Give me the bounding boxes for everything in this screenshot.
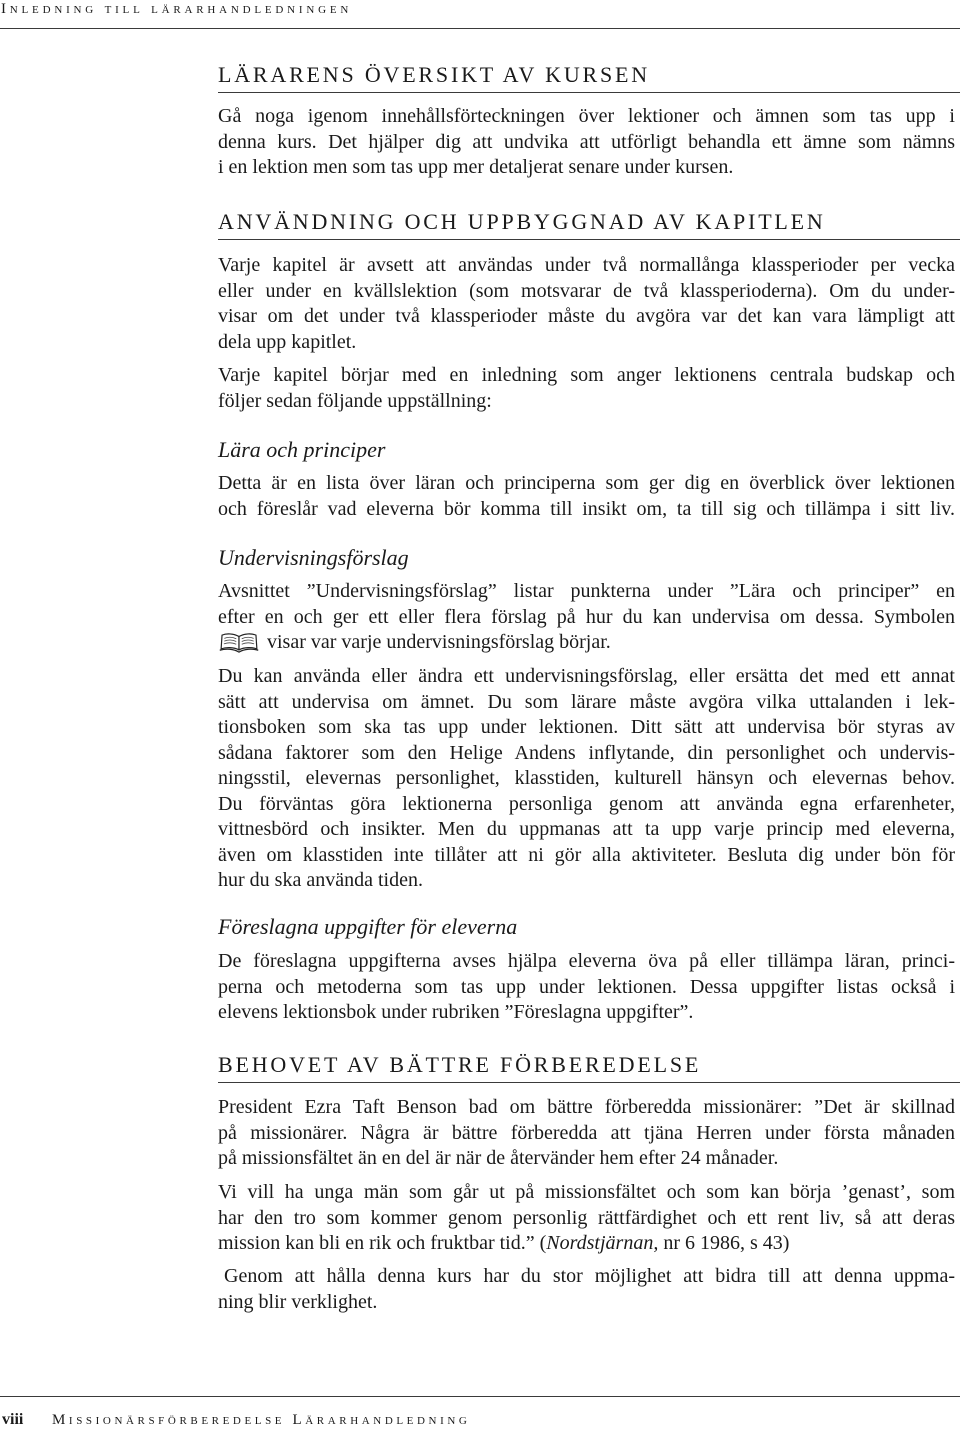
open-book-icon (218, 631, 260, 653)
paragraph-line: i en lektion men som tas upp mer detaljerat senare under kursen. (218, 156, 734, 178)
teaching-paragraph-adapt (218, 664, 955, 894)
paragraph-line: på missionärer. Några är bättre förberedda att tjäna Herren under första månaden (218, 1121, 955, 1144)
paragraph-line: Varje kapitel börjar med en inledning som anger lektionens centrala budskap och (218, 364, 955, 386)
paragraph-line: Varje kapitel är avsett att användas under två normallånga klassperioder per vecka (218, 254, 955, 276)
paragraph-line: Gå noga igenom innehållsförteckningen över lektioner och ämnen som tas upp i (218, 105, 955, 127)
paragraph-line: Avsnittet ”Undervisningsförslag” listar punkterna under ”Lära och principer” en (218, 580, 955, 602)
preparation-quote-continued (218, 1180, 955, 1257)
page-number: viii (2, 1411, 24, 1428)
footer-rule (0, 1396, 960, 1397)
subheading-doctrine: Lära och principer (218, 437, 386, 462)
paragraph-line: eller under en kvällslektion (som motsvarar de två klassperioderna). Om du under- (218, 279, 955, 302)
paragraph-line: dela upp kapitlet. (218, 330, 357, 353)
paragraph-line: ningsstil, elevernas personlighet, klasstiden, kulturell hänsyn och elevernas behov. (218, 767, 955, 789)
assignments-paragraph (218, 949, 955, 1026)
paragraph-line: ning blir verklighet. (218, 1290, 378, 1313)
paragraph-line: Detta är en lista över läran och principerna som ger dig en överblick över lektionen (218, 472, 955, 494)
paragraph-line: tionsboken som ska tas upp under lektionen. Ditt sätt att undervisa bör styras av (218, 716, 955, 738)
paragraph-line: även om klasstiden inte tillåter att ni gör alla aktiviteter. Besluta dig under bön för (218, 843, 955, 866)
paragraph-line: hur du ska använda tiden. (218, 869, 423, 891)
paragraph-line: följer sedan följande uppställning: (218, 389, 492, 412)
paragraph-line-with-icon (218, 630, 955, 656)
paragraph-line: Du kan använda eller ändra ett undervisningsförslag, eller ersätta det med ett annat (218, 665, 955, 687)
subheading-assignments: Föreslagna uppgifter för eleverna (218, 914, 518, 939)
section-heading-overview: LÄRARENS ÖVERSIKT AV KURSEN (218, 62, 960, 93)
paragraph-line: sätt att undervisa om ämnet. Du som lärare måste avgöra vilka uttalanden i lek- (218, 690, 955, 713)
citation-source-details: nr 6 1986, s 43) (658, 1232, 790, 1254)
paragraph-line: har den tro som kommer genom personlig rättfärdighet och ett rent liv, så att deras (218, 1206, 955, 1229)
paragraph-line-citation (218, 1231, 955, 1257)
paragraph-line: Genom att hålla denna kurs har du stor möjlighet att bidra till att denna uppma- (224, 1265, 955, 1287)
paragraph-line: De föreslagna uppgifterna avses hjälpa eleverna öva på eller tillämpa läran, princi- (218, 950, 955, 972)
paragraph-line: Du förväntas göra lektionerna personliga genom att använda egna erfarenheter, (218, 792, 955, 815)
section-heading-preparation: BEHOVET AV BÄTTRE FÖRBEREDELSE (218, 1052, 960, 1083)
citation-source-title: Nordstjärnan, (546, 1232, 659, 1254)
citation-lead-text: mission kan bli en rik och fruktbar tid.” ( (218, 1232, 547, 1254)
preparation-closing (218, 1264, 955, 1315)
paragraph-line: visar om det under två klassperioder måste du avgöra var det kan vara lämpligt att (218, 305, 955, 327)
paragraph-line: efter en och ger ett eller flera förslag på hur du kan undervisa om dessa. Symbolen (218, 605, 955, 628)
doctrine-paragraph (218, 471, 955, 522)
header-rule (0, 28, 960, 29)
subheading-teaching: Undervisningsförslag (218, 545, 409, 570)
overview-paragraph (218, 104, 955, 181)
paragraph-line: vittnesbörd och insikter. Men du uppmanas att ta upp varje princip med eleverna, (218, 818, 955, 840)
paragraph-line: perna och metoderna som tas upp under lektionen. Dessa uppgifter listas också i (218, 975, 955, 998)
teaching-paragraph-symbol (218, 579, 955, 656)
section-heading-chapters: ANVÄNDNING OCH UPPBYGGNAD AV KAPITLEN (218, 209, 960, 240)
chapters-paragraph-structure (218, 363, 955, 414)
paragraph-line: denna kurs. Det hjälper dig att undvika att utförligt behandla ett ämne som nämns (218, 130, 955, 153)
paragraph-line-text: visar var varje undervisningsförslag börjar. (267, 631, 611, 653)
chapters-paragraph-usage (218, 253, 955, 355)
paragraph-line: och föreslår vad eleverna bör komma till insikt om, ta till sig och tillämpa i sitt liv. (218, 497, 955, 520)
footer-book-title: Missionärsförberedelse Lärarhandledning (52, 1412, 471, 1428)
paragraph-line: President Ezra Taft Benson bad om bättre förberedda missionärer: ”Det är skillnad (218, 1096, 955, 1118)
paragraph-line: sådana faktorer som den Helige Andens inflytande, din personlighet och undervis- (218, 741, 955, 764)
paragraph-line: elevens lektionsbok under rubriken ”Föreslagna uppgifter”. (218, 1001, 694, 1023)
paragraph-line: på missionsfältet än en del är när de återvänder hem efter 24 månader. (218, 1147, 779, 1169)
running-header: Inledning till lärarhandledningen (1, 1, 353, 17)
preparation-quote-intro (218, 1095, 955, 1172)
paragraph-line: Vi vill ha unga män som går ut på missionsfältet och som kan börja ’genast’, som (218, 1181, 955, 1203)
